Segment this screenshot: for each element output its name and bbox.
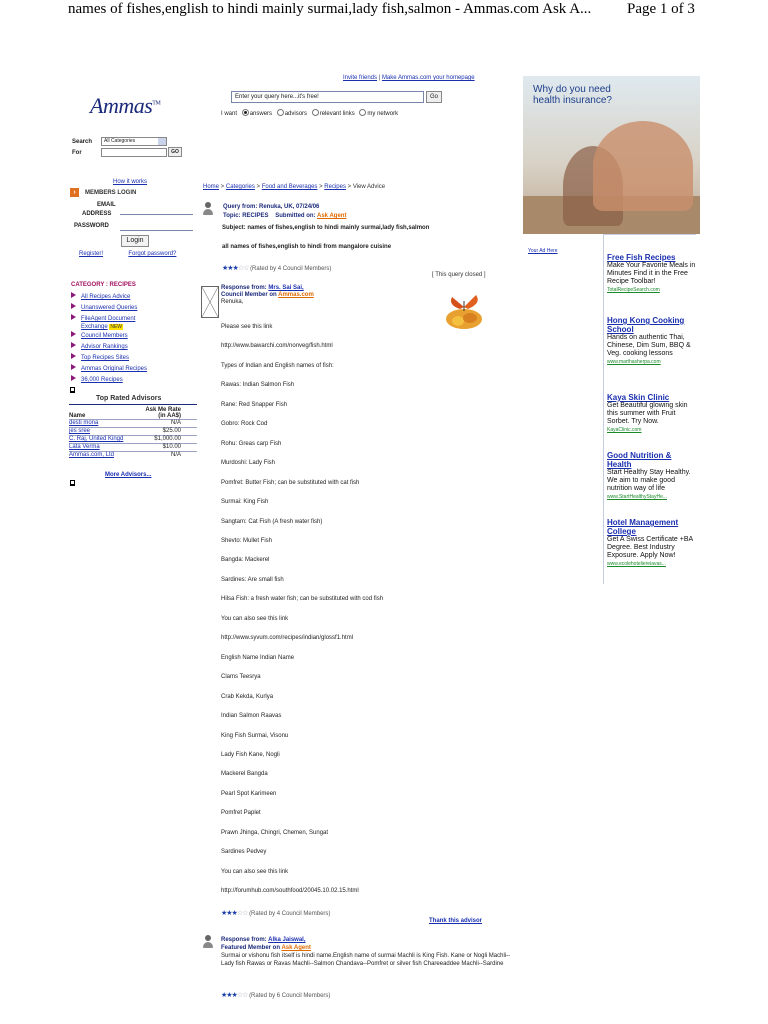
your-ad-here-link[interactable]: Your Ad Here: [528, 248, 558, 254]
email-label-1: EMAIL: [97, 202, 116, 208]
ask-agent-link[interactable]: Ask Agent: [317, 213, 347, 219]
list-item[interactable]: Top Recipes Sites: [71, 353, 201, 364]
page-number: Page 1 of 3: [627, 1, 695, 17]
column-header: Ask Me Rate (in AA$): [145, 407, 181, 419]
star-empty-icon: ☆☆: [236, 992, 248, 999]
placeholder-icon: [70, 480, 75, 486]
ad-good-nutrition[interactable]: Good Nutrition & Health Start Healthy Stay Healthy. We aim to make good nutrition way of life www.StartHealthyStayHe...: [607, 451, 691, 500]
answer-line: Prawn Jhinga, Chingri, Chemen, Sungat: [221, 829, 329, 836]
register-links: [79, 251, 176, 257]
register-link[interactable]: Register!: [79, 251, 104, 257]
answer-line: Murdoshi: Lady Fish: [221, 460, 276, 467]
chevron-right-icon: ›: [70, 188, 79, 197]
crumb-current: View Advice: [352, 184, 386, 190]
response-header: Response from: Mrs. Sai Sai, Council Member on Ammas.com Renuka,: [221, 285, 314, 305]
left-search-input[interactable]: [101, 148, 167, 157]
answer-line: Types of Indian and English names of fish:: [221, 362, 334, 369]
answer-line: Pearl Spot Karimeen: [221, 790, 277, 797]
answer-line: Sardines: Are small fish: [221, 576, 284, 583]
email-label-2: ADDRESS: [82, 211, 112, 217]
answer-line: Crab Kekda, Kurlya: [221, 693, 274, 700]
answer-line: Sangtam: Cat Fish (A fresh water fish): [221, 518, 323, 525]
answer-line: English Name Indian Name: [221, 654, 295, 661]
ad-hong-kong-cooking[interactable]: Hong Kong Cooking School Hands on authentic Thai, Chinese, Dim Sum, BBQ & Veg. cooking lessons www.marthasherpa.com: [607, 316, 691, 365]
answer-line: King Fish Surmai, Visonu: [221, 732, 289, 739]
left-go-button[interactable]: GO: [168, 147, 182, 157]
table-row[interactable]: Ammas.com, Ltd N/A: [69, 452, 197, 460]
crumb-recipes[interactable]: Recipes: [324, 184, 346, 190]
query-body: all names of fishes,english to hindi from mangalore cuisine: [222, 244, 392, 250]
crumb-food[interactable]: Food and Beverages: [261, 184, 318, 190]
rating-stars: ★★★☆☆ (Rated by 4 Council Members): [221, 910, 331, 917]
table-row[interactable]: jes sree $25.00: [69, 428, 197, 436]
answers-radio[interactable]: [242, 109, 249, 116]
list-item[interactable]: All Recipes Advice: [71, 292, 201, 303]
butterfly-flower-image: [442, 289, 486, 333]
table-row[interactable]: Lata Verma $10.00: [69, 444, 197, 452]
triangle-bullet-icon: [71, 353, 76, 359]
more-advisors-link[interactable]: More Advisors...: [105, 472, 152, 478]
category-title: CATEGORY : RECIPES: [71, 282, 136, 288]
answer-line: Pomfret: Butter Fish; can be substituted with cat fish: [221, 479, 360, 486]
category-list: [71, 292, 201, 386]
breadcrumb: Home > Categories > Food and Beverages > Recipes > View Advice: [203, 184, 386, 190]
advisor-table: [69, 404, 197, 459]
how-it-works-link[interactable]: How it works: [113, 179, 148, 185]
answer-line: Surmai: King Fish: [221, 499, 269, 505]
left-search-labels: Search For: [72, 139, 93, 156]
print-title: names of fishes,english to hindi mainly surmai,lady fish,salmon - Ammas.com Ask A...: [68, 1, 592, 17]
rating-stars: ★★★☆☆ (Rated by 4 Council Members): [222, 265, 332, 272]
triangle-bullet-icon: [71, 314, 76, 320]
ammas-logo[interactable]: Ammas™: [90, 93, 161, 118]
table-row[interactable]: desti mona N/A: [69, 420, 197, 428]
answer-line: Hilsa Fish: a fresh water fish; can be substituted with cod fish: [221, 596, 384, 603]
new-badge: NEW: [110, 324, 123, 330]
placeholder-icon: [70, 387, 75, 393]
triangle-bullet-icon: [71, 375, 76, 381]
second-response: Response from: Alka Jaiswal, Featured Member on Ask Agent Surmai or vishonu fish itself is hindi name.English name of surmai Machli is King Fish. Kane or Nogli Machli--Lady fish Rawas or Ravas Machli--Salmon Chandava--Pomfret or silver fish Chareeaddee Machli--Sardine: [221, 937, 511, 967]
insurance-ad-text: Why do you need health insurance?: [533, 84, 612, 106]
advisors-radio[interactable]: [277, 109, 284, 116]
top-links: Invite friends | Make Ammas.com your homepage: [343, 75, 475, 81]
ask-agent-link[interactable]: Ask Agent: [281, 945, 311, 951]
thank-advisor-link[interactable]: Thank this advisor: [429, 918, 483, 924]
triangle-bullet-icon: [71, 342, 76, 348]
category-select[interactable]: All Categories: [101, 137, 167, 146]
list-item[interactable]: 36,000 Recipes: [71, 375, 201, 386]
list-item[interactable]: Unanswered Queries: [71, 303, 201, 314]
answer-line: Shevto: Mullet Fish: [221, 538, 273, 544]
forgot-password-link[interactable]: Forgot password?: [128, 251, 177, 257]
broken-image-icon: [201, 286, 219, 318]
answer-line: Gobro: Rock Cod: [221, 421, 268, 428]
column-header: Name: [69, 413, 86, 419]
crumb-categories[interactable]: Categories: [225, 184, 255, 190]
answer-line: Sardines Pedvey: [221, 849, 267, 856]
print-header: [0, 0, 768, 22]
answer-line: Lady Fish Kane, Nogli: [221, 751, 280, 758]
email-field[interactable]: [120, 207, 193, 215]
rating-stars: ★★★☆☆ (Rated by 6 Council Members): [221, 992, 331, 999]
answer-line: http://forumhub.com/southfood/20045.10.02.15.html: [221, 888, 359, 894]
answer-line: http://www.syvum.com/recipes/indian/glossf1.html: [221, 635, 354, 642]
query-go-button[interactable]: Go: [426, 91, 442, 103]
members-login-heading: › MEMBERS LOGIN: [70, 188, 136, 197]
person-icon: [203, 935, 213, 949]
list-item[interactable]: Advisor Rankings: [71, 342, 201, 353]
list-item[interactable]: Council Members: [71, 331, 201, 342]
my-network-radio[interactable]: [359, 109, 366, 116]
closed-notice: [ This query closed ]: [432, 272, 486, 278]
invite-friends-link[interactable]: Invite friends: [343, 75, 378, 81]
advisor-name-link[interactable]: Mrs. Sai Sai,: [268, 285, 304, 291]
password-label: PASSWORD: [74, 223, 109, 229]
star-empty-icon: ☆☆: [236, 910, 248, 917]
crumb-home[interactable]: Home: [203, 184, 220, 190]
list-item[interactable]: FileAgent Document Exchange NEW: [71, 314, 201, 331]
answer-line: Clams Teesrya: [221, 674, 261, 681]
triangle-bullet-icon: [71, 364, 76, 370]
answer-line: Indian Salmon Raavas: [221, 713, 282, 719]
query-input[interactable]: Enter your query here...it's free!: [231, 91, 424, 103]
answer-line: Mackerel Bangda: [221, 771, 268, 778]
homepage-link[interactable]: Make Ammas.com your homepage: [381, 75, 475, 81]
relevant-links-radio[interactable]: [312, 109, 319, 116]
ammas-link[interactable]: Ammas.com: [278, 292, 314, 298]
table-row[interactable]: C. Raj, United Kingd $1,000.00: [69, 436, 197, 444]
person-icon: [203, 202, 213, 216]
answer-line: Rane: Red Snapper Fish: [221, 401, 288, 408]
triangle-bullet-icon: [71, 331, 76, 337]
ad-kaya-skin[interactable]: Kaya Skin Clinic Get Beautiful glowing skin this summer with Fruit Sorbet. Try Now. KayaClinic.com: [607, 393, 688, 433]
star-icon: ★★★: [222, 265, 238, 272]
answer-line: Please see this link: [221, 324, 273, 330]
top-rated-heading: Top Rated Advisors: [96, 395, 162, 402]
star-icon: ★★★: [221, 992, 237, 999]
answer-line: Rawas: Indian Salmon Fish: [221, 382, 295, 389]
star-icon: ★★★: [221, 910, 237, 917]
search-type-options: I want answers advisors relevant links my network: [221, 111, 399, 117]
answer-line: You can also see this link: [221, 868, 289, 875]
answer-line: Pomfret Paplet: [221, 810, 261, 817]
insurance-ad-banner[interactable]: [523, 76, 700, 234]
list-item[interactable]: Ammas Original Recipes: [71, 364, 201, 375]
answer-line: You can also see this link: [221, 615, 289, 622]
advisor-name-link[interactable]: Alka Jaiswal,: [268, 937, 306, 943]
ad-hotel-management[interactable]: Hotel Management College Get A Swiss Certificate +BA Degree. Best Industry Exposure. Apply Now! www.ecolehoteliereiavas...: [607, 518, 693, 567]
ad-free-fish-recipes[interactable]: Free Fish Recipes Make Your Favorite Meals in Minutes Find it in the Free Recipe Toolbar! TotalRecipeSearch.com: [607, 253, 696, 293]
star-empty-icon: ☆☆: [237, 265, 249, 272]
query-meta: Query from: Renuka, UK, 07/24/06 Topic: RECIPES Submitted on: Ask Agent: [223, 204, 347, 219]
query-subject: Subject: names of fishes,english to hindi mainly surmai,lady fish,salmon: [222, 225, 430, 231]
triangle-bullet-icon: [71, 303, 76, 309]
login-button[interactable]: Login: [121, 235, 149, 247]
answer-line: http://www.bawarchi.com/nonveg/fish.html: [221, 343, 333, 350]
answer-line: Rohu: Greas carp Fish: [221, 440, 282, 447]
triangle-bullet-icon: [71, 292, 76, 298]
answer-line: Bangda: Mackerel: [221, 557, 270, 564]
password-field[interactable]: [120, 223, 193, 231]
